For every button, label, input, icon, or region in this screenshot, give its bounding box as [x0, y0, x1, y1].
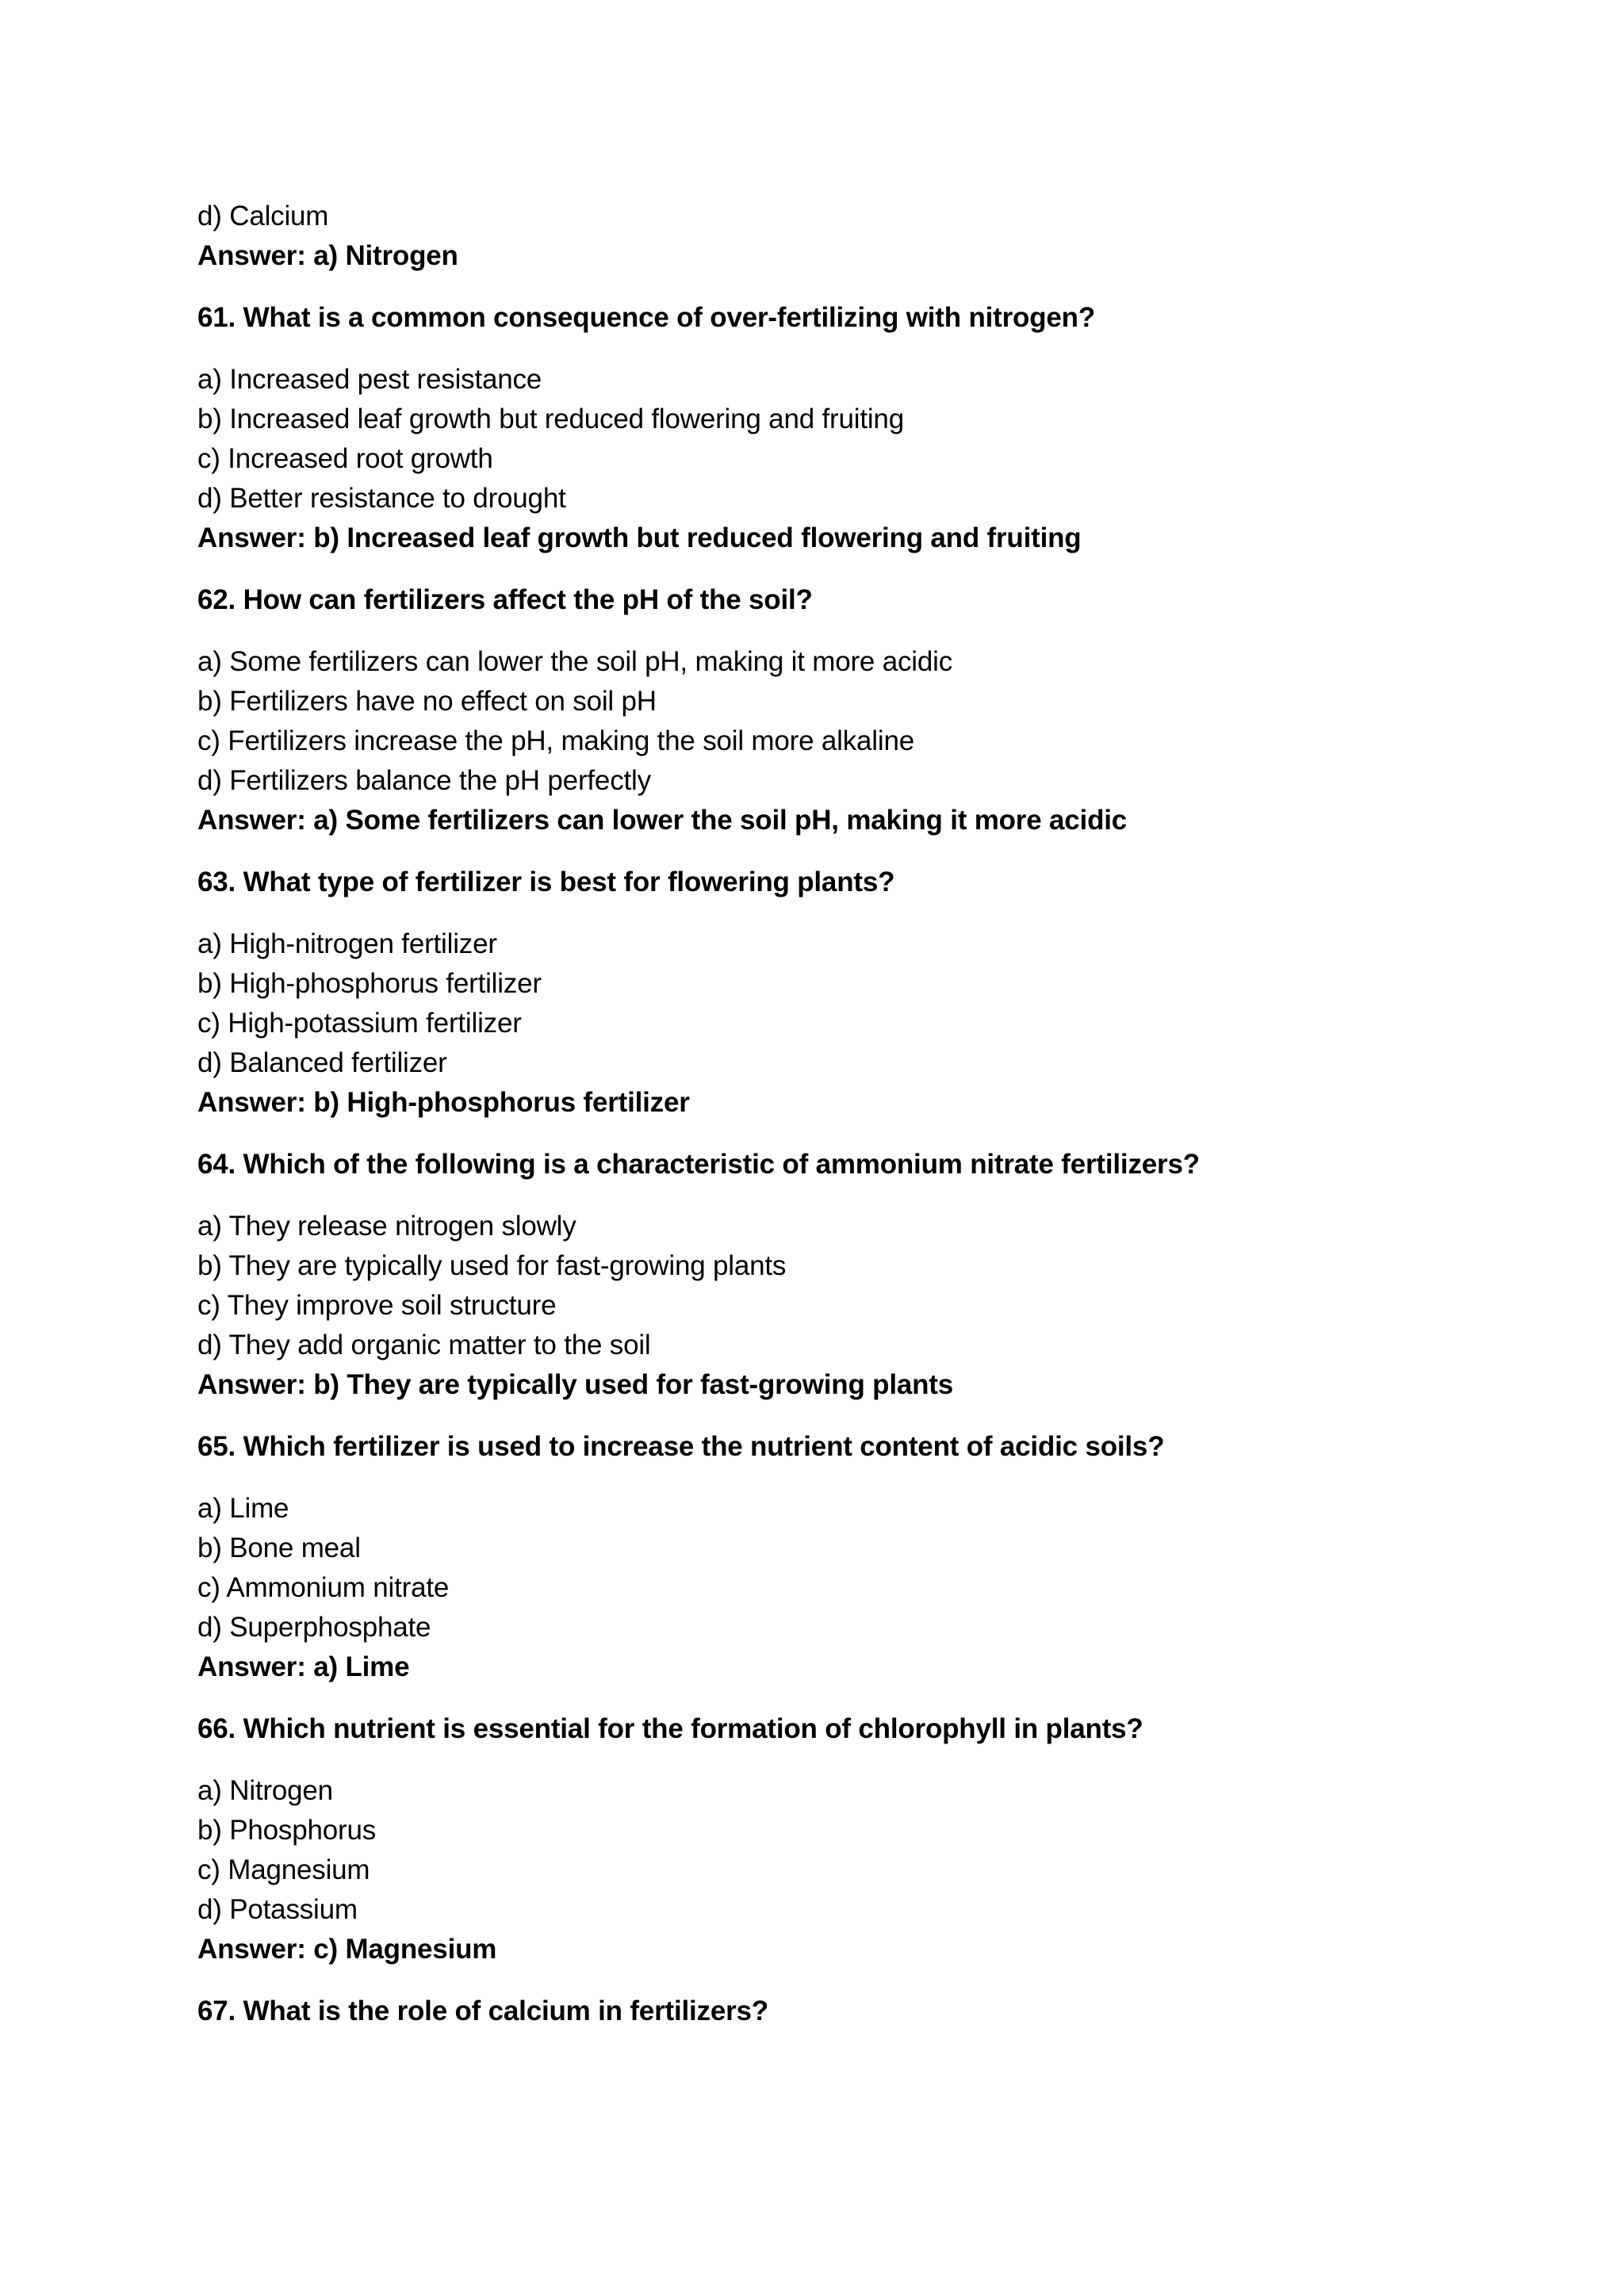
option-line: b) Bone meal	[197, 1533, 361, 1563]
question-block-64	[197, 1145, 1434, 1405]
question-heading: 62. How can fertilizers affect the pH of the soil?	[197, 584, 813, 615]
option-line: b) Phosphorus	[197, 1815, 377, 1846]
option-line: a) Some fertilizers can lower the soil pH, making it more acidic	[197, 646, 952, 677]
document-page	[197, 197, 1434, 2053]
question-block-67	[197, 1992, 1434, 2031]
option-line: b) Increased leaf growth but reduced flowering and fruiting	[197, 404, 904, 434]
option-line: a) Lime	[197, 1493, 289, 1524]
option-line: a) Nitrogen	[197, 1775, 333, 1806]
option-line: d) Calcium	[197, 201, 329, 232]
question-heading: 67. What is the role of calcium in fertilizers?	[197, 1996, 768, 2026]
question-block-63	[197, 863, 1434, 1123]
answer-line: Answer: b) They are typically used for fast-growing plants	[197, 1369, 954, 1400]
question-heading: 66. Which nutrient is essential for the formation of chlorophyll in plants?	[197, 1713, 1143, 1744]
answer-line: Answer: a) Nitrogen	[197, 240, 458, 271]
option-line: d) Potassium	[197, 1894, 358, 1925]
option-line: c) Magnesium	[197, 1854, 370, 1885]
option-line: c) High-potassium fertilizer	[197, 1008, 522, 1039]
question-block-66	[197, 1709, 1434, 1969]
option-line: c) Ammonium nitrate	[197, 1572, 450, 1603]
answer-line: Answer: b) Increased leaf growth but reduced flowering and fruiting	[197, 522, 1082, 553]
option-line: d) Fertilizers balance the pH perfectly	[197, 765, 651, 796]
option-line: d) Balanced fertilizer	[197, 1047, 447, 1078]
question-heading: 61. What is a common consequence of over-fertilizing with nitrogen?	[197, 302, 1096, 333]
option-line: a) High-nitrogen fertilizer	[197, 928, 497, 959]
answer-line: Answer: b) High-phosphorus fertilizer	[197, 1087, 690, 1118]
option-line: d) Better resistance to drought	[197, 483, 566, 514]
question-heading: 63. What type of fertilizer is best for flowering plants?	[197, 867, 895, 897]
answer-line: Answer: a) Some fertilizers can lower the soil pH, making it more acidic	[197, 805, 1128, 836]
option-line: b) High-phosphorus fertilizer	[197, 968, 542, 999]
option-line: c) They improve soil structure	[197, 1290, 557, 1321]
option-line: b) Fertilizers have no effect on soil pH	[197, 686, 657, 717]
answer-line: Answer: a) Lime	[197, 1651, 410, 1682]
option-line: a) They release nitrogen slowly	[197, 1211, 576, 1242]
option-line: a) Increased pest resistance	[197, 364, 542, 395]
answer-line: Answer: c) Magnesium	[197, 1934, 497, 1965]
question-heading: 64. Which of the following is a characteristic of ammonium nitrate fertilizers?	[197, 1149, 1200, 1180]
option-line: c) Increased root growth	[197, 443, 493, 474]
question-block-61	[197, 298, 1434, 558]
option-line: b) They are typically used for fast-growing plants	[197, 1250, 787, 1281]
question-block-62	[197, 580, 1434, 840]
question-heading: 65. Which fertilizer is used to increase the nutrient content of acidic soils?	[197, 1431, 1165, 1462]
option-line: d) Superphosphate	[197, 1612, 431, 1643]
option-line: d) They add organic matter to the soil	[197, 1330, 651, 1360]
question-block-65	[197, 1427, 1434, 1687]
intro-block	[197, 197, 1434, 276]
option-line: c) Fertilizers increase the pH, making the soil more alkaline	[197, 725, 914, 756]
